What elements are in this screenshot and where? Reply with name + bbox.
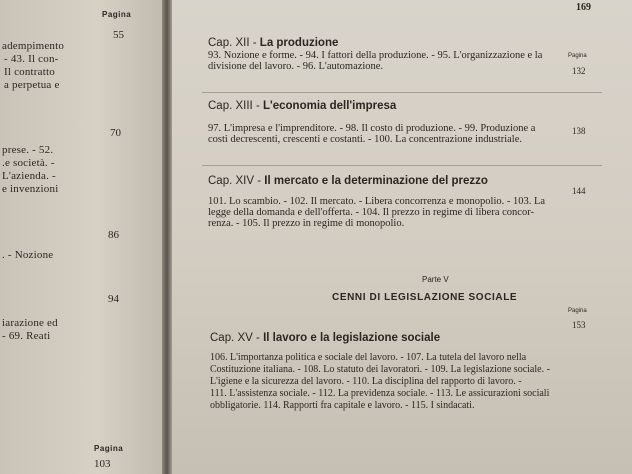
- left-footer-number: 103: [94, 458, 111, 470]
- left-page-number: 86: [108, 229, 119, 241]
- left-text-line: a perpetua e: [4, 79, 60, 91]
- chapter-heading-xiii: Cap. XIII - L'economia dell'impresa: [208, 100, 397, 112]
- left-text-line: - 43. Il con-: [4, 53, 59, 65]
- divider: [202, 165, 602, 166]
- page-label: Pagina: [568, 53, 587, 59]
- left-text-line: . - Nozione: [2, 249, 54, 261]
- left-text-line: Il contratto: [4, 66, 55, 78]
- chapter-page-number: 138: [572, 126, 586, 136]
- corner-page-number: 169: [576, 2, 591, 13]
- left-page: [0, 0, 162, 474]
- left-text-line: L'azienda. -: [2, 170, 56, 182]
- book-gutter: [162, 0, 172, 474]
- chapter-summary-xiv: 101. Lo scambio. - 102. Il mercato. - Libera concorrenza e monopolio. - 103. La legge della domanda e dell'offerta. - 104. Il prezzo in regime di libera concor- renza. - 105. Il prezzo in regime di monopolio.: [208, 196, 546, 229]
- left-footer-label: Pagina: [94, 444, 124, 453]
- chapter-page-number: 144: [572, 186, 586, 196]
- left-text-line: prese. - 52.: [2, 144, 54, 156]
- chapter-summary-xii: 93. Nozione e forme. - 94. I fattori della produzione. - 95. L'organizzazione e la divisione del lavoro. - 96. L'automazione.: [208, 50, 543, 72]
- chapter-heading-xii: Cap. XII - La produzione: [208, 37, 339, 49]
- page-label: Pagina: [568, 308, 587, 314]
- section-title: CENNI DI LEGISLAZIONE SOCIALE: [332, 292, 518, 303]
- chapter-heading-xv: Cap. XV - Il lavoro e la legislazione sociale: [210, 332, 441, 344]
- part-label: Parte V: [422, 275, 449, 284]
- chapter-page-number: 132: [572, 66, 586, 76]
- chapter-summary-xiii: 97. L'impresa e l'imprenditore. - 98. Il costo di produzione. - 99. Produzione a costi decrescenti, crescenti e costanti. - 100. La concentrazione industriale.: [208, 123, 536, 145]
- divider: [202, 92, 602, 93]
- left-text-line: adempimento: [2, 40, 65, 52]
- left-text-line: .e società. -: [2, 157, 55, 169]
- left-text-line: - 69. Reati: [2, 330, 51, 342]
- chapter-heading-xiv: Cap. XIV - Il mercato e la determinazione del prezzo: [208, 175, 488, 187]
- left-text-line: e invenzioni: [2, 183, 59, 195]
- left-page-number: 55: [113, 29, 124, 41]
- left-text-line: iarazione ed: [2, 317, 58, 329]
- left-page-header: Pagina: [102, 10, 132, 19]
- left-page-number: 94: [108, 293, 119, 305]
- chapter-summary-xv: 106. L'importanza politica e sociale del lavoro. - 107. La tutela del lavoro nella Costituzione italiana. - 108. Lo statuto dei lavoratori. - 109. La legislazione sociale. - L'igiene e la sicurezza del lavoro. - 110. La disciplina del rapporto di lavoro. - 111. L'assistenza sociale. - 112. La previdenza sociale. - 113. Le assicurazioni sociali obbligatorie. 114. Rapporti fra capitale e lavoro. - 115. I sindacati.: [210, 352, 550, 411]
- left-page-number: 70: [110, 127, 121, 139]
- chapter-page-number: 153: [572, 320, 586, 330]
- right-page: [172, 0, 632, 474]
